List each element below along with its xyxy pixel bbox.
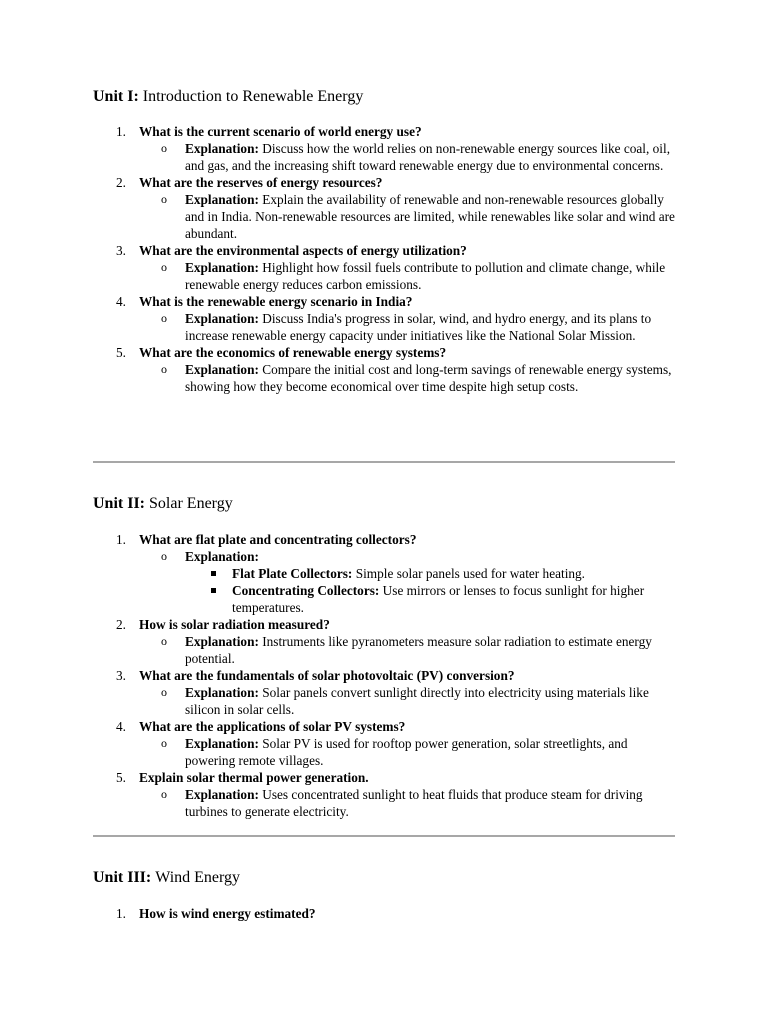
explanation-label: Explanation: — [185, 736, 259, 751]
question-item — [93, 242, 675, 293]
question-item — [93, 174, 675, 242]
explanation-list — [139, 786, 675, 820]
sub-label: Concentrating Collectors: — [232, 583, 380, 598]
circle-bullet: o — [161, 787, 167, 801]
explanation-text: Compare the initial cost and long-term savings of renewable energy systems, showing how they become economical over time despite high setup costs. — [185, 362, 672, 394]
question-number: 2. — [116, 175, 126, 190]
explanation-item — [139, 259, 675, 293]
circle-bullet: o — [161, 736, 167, 750]
question-text: How is wind energy estimated? — [139, 906, 316, 921]
question-item — [93, 123, 675, 174]
question-number: 1. — [116, 124, 126, 139]
question-number: 1. — [116, 906, 126, 921]
question-number: 4. — [116, 294, 126, 309]
explanation-text: Explain the availability of renewable and non-renewable resources globally and in India. Non-renewable resources are limited, while renewables like solar and wind are abundant. — [185, 192, 675, 241]
question-text: What is the current scenario of world energy use? — [139, 124, 422, 139]
explanation-label: Explanation: — [185, 141, 259, 156]
explanation-text: Solar PV is used for rooftop power generation, solar streetlights, and powering remote villages. — [185, 736, 628, 768]
explanation-item — [139, 633, 675, 667]
question-item — [93, 905, 675, 922]
sub-text: Use mirrors or lenses to focus sunlight for higher temperatures. — [232, 583, 645, 615]
circle-bullet: o — [161, 685, 167, 699]
explanation-list — [139, 259, 675, 293]
sub-item — [185, 582, 675, 616]
explanation-text: Discuss India's progress in solar, wind, and hydro energy, and its plans to increase renewable energy capacity under initiatives like the National Solar Mission. — [185, 311, 652, 343]
question-number: 5. — [116, 770, 126, 785]
circle-bullet: o — [161, 634, 167, 648]
section-divider — [93, 461, 675, 463]
unit-1-heading — [93, 88, 363, 106]
explanation-text: Instruments like pyranometers measure solar radiation to estimate energy potential. — [185, 634, 652, 666]
question-text: What are the environmental aspects of energy utilization? — [139, 243, 467, 258]
explanation-list — [139, 735, 675, 769]
question-number: 1. — [116, 532, 126, 547]
question-number: 5. — [116, 345, 126, 360]
explanation-list — [139, 548, 675, 616]
explanation-list — [139, 361, 675, 395]
sub-label: Flat Plate Collectors: — [232, 566, 353, 581]
unit-1-prefix: Unit I: — [93, 88, 139, 105]
unit-2-prefix: Unit II: — [93, 495, 146, 512]
circle-bullet: o — [161, 192, 167, 206]
question-item — [93, 531, 675, 616]
unit-2-heading — [93, 495, 233, 513]
explanation-label: Explanation: — [185, 192, 259, 207]
question-text: What are the fundamentals of solar photovoltaic (PV) conversion? — [139, 668, 515, 683]
question-number: 3. — [116, 668, 126, 683]
explanation-list — [139, 191, 675, 242]
explanation-list — [139, 140, 675, 174]
explanation-item — [139, 140, 675, 174]
question-text: What are the applications of solar PV systems? — [139, 719, 406, 734]
explanation-text: Discuss how the world relies on non-renewable energy sources like coal, oil, and gas, and the increasing shift toward renewable energy due to environmental concerns. — [185, 141, 671, 173]
unit-3-title: Wind Energy — [155, 869, 241, 886]
question-item — [93, 293, 675, 344]
question-text: Explain solar thermal power generation. — [139, 770, 369, 785]
explanation-label: Explanation: — [185, 685, 259, 700]
square-bullet — [211, 571, 216, 576]
explanation-label: Explanation: — [185, 787, 259, 802]
circle-bullet: o — [161, 141, 167, 155]
explanation-label: Explanation: — [185, 634, 259, 649]
question-number: 3. — [116, 243, 126, 258]
question-item — [93, 344, 675, 395]
question-item — [93, 718, 675, 769]
circle-bullet: o — [161, 549, 167, 563]
explanation-label: Explanation: — [185, 362, 259, 377]
unit-1-question-list — [93, 123, 675, 395]
explanation-item — [139, 684, 675, 718]
explanation-list — [139, 684, 675, 718]
question-number: 4. — [116, 719, 126, 734]
question-text: What are the reserves of energy resources? — [139, 175, 383, 190]
question-text: What are flat plate and concentrating collectors? — [139, 532, 417, 547]
unit-2-title: Solar Energy — [149, 495, 233, 512]
question-text: What are the economics of renewable energy systems? — [139, 345, 447, 360]
question-text: What is the renewable energy scenario in India? — [139, 294, 413, 309]
unit-3-heading — [93, 869, 240, 887]
circle-bullet: o — [161, 311, 167, 325]
sub-list — [185, 565, 675, 616]
explanation-text: Uses concentrated sunlight to heat fluids that produce steam for driving turbines to generate electricity. — [185, 787, 643, 819]
unit-3-question-list — [93, 905, 675, 922]
explanation-text: Solar panels convert sunlight directly into electricity using materials like silicon in solar cells. — [185, 685, 649, 717]
question-item — [93, 667, 675, 718]
question-item — [93, 616, 675, 667]
explanation-list — [139, 633, 675, 667]
unit-1-title: Introduction to Renewable Energy — [142, 88, 364, 105]
question-text: How is solar radiation measured? — [139, 617, 330, 632]
circle-bullet: o — [161, 362, 167, 376]
explanation-item — [139, 786, 675, 820]
explanation-item — [139, 191, 675, 242]
square-bullet — [211, 588, 216, 593]
unit-3-prefix: Unit III: — [93, 869, 152, 886]
question-number: 2. — [116, 617, 126, 632]
explanation-item — [139, 548, 675, 616]
unit-2-question-list — [93, 531, 675, 820]
explanation-item — [139, 735, 675, 769]
question-item — [93, 769, 675, 820]
section-divider — [93, 835, 675, 837]
explanation-label: Explanation: — [185, 311, 259, 326]
explanation-text: Highlight how fossil fuels contribute to pollution and climate change, while renewable energy reduces carbon emissions. — [185, 260, 666, 292]
sub-item — [185, 565, 675, 582]
sub-text: Simple solar panels used for water heating. — [355, 566, 586, 581]
explanation-label: Explanation: — [185, 549, 259, 564]
circle-bullet: o — [161, 260, 167, 274]
explanation-label: Explanation: — [185, 260, 259, 275]
explanation-list — [139, 310, 675, 344]
explanation-item — [139, 361, 675, 395]
explanation-item — [139, 310, 675, 344]
